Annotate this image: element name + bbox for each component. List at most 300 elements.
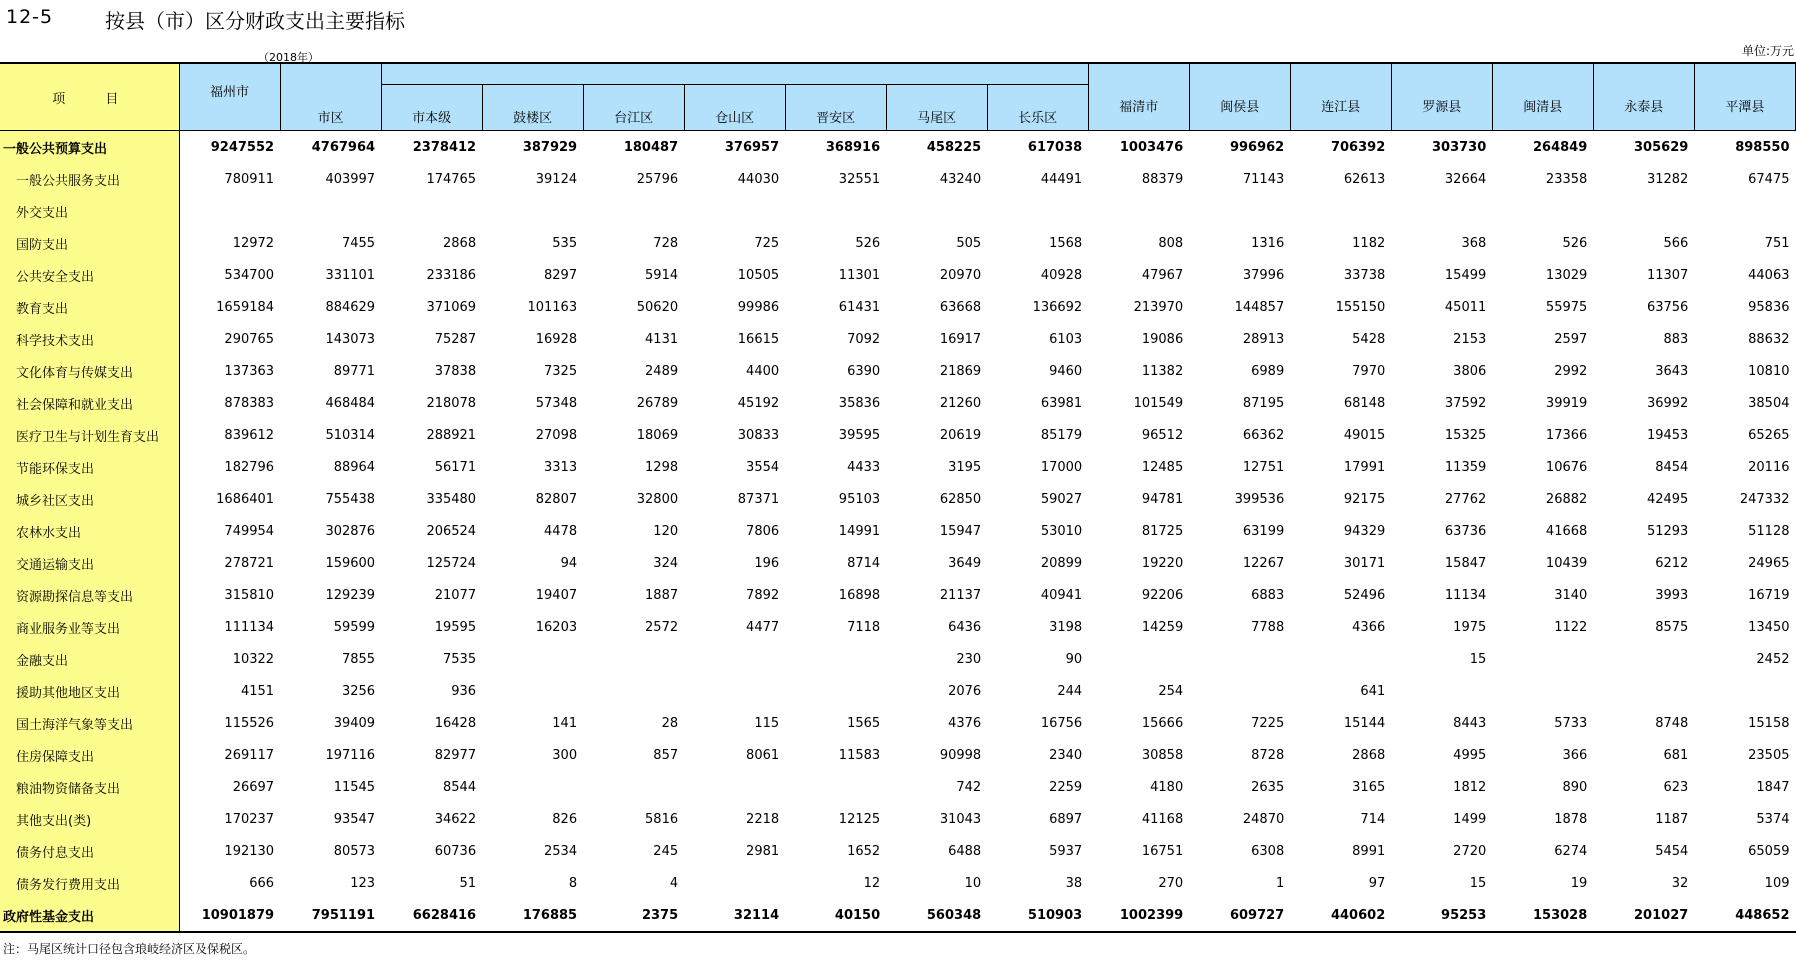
table-cell: 14259 bbox=[1141, 619, 1184, 635]
table-cell: 1565 bbox=[847, 715, 881, 731]
table-cell: 8714 bbox=[847, 555, 881, 571]
table-cell: 153028 bbox=[1492, 899, 1593, 932]
table-cell: 10 bbox=[964, 875, 982, 891]
table-cell: 88379 bbox=[1141, 171, 1184, 187]
table-cell: 218078 bbox=[426, 395, 477, 411]
table-cell: 780911 bbox=[224, 171, 275, 187]
table-cell: 40150 bbox=[785, 899, 886, 932]
table-cell: 468484 bbox=[325, 395, 376, 411]
table-cell: 2868 bbox=[1352, 747, 1386, 763]
table-cell bbox=[482, 771, 583, 803]
table-cell: 197116 bbox=[325, 747, 376, 763]
table-cell: 23505 bbox=[1748, 747, 1790, 763]
table-cell: 25796 bbox=[636, 171, 679, 187]
table-cell: 725 bbox=[754, 235, 780, 251]
table-cell bbox=[1492, 195, 1593, 227]
table-row bbox=[0, 483, 1796, 515]
table-cell: 324 bbox=[653, 555, 679, 571]
table-row bbox=[0, 355, 1796, 387]
table-cell: 1847 bbox=[1756, 779, 1790, 795]
table-cell: 11583 bbox=[838, 747, 881, 763]
table-cell: 7455 bbox=[341, 235, 376, 251]
table-cell: 278721 bbox=[224, 555, 275, 571]
table-cell: 8443 bbox=[1453, 715, 1487, 731]
table-cell: 403997 bbox=[325, 171, 376, 187]
table-cell: 1812 bbox=[1453, 779, 1487, 795]
table-cell: 32664 bbox=[1444, 171, 1487, 187]
table-cell: 39919 bbox=[1545, 395, 1588, 411]
table-cell: 2720 bbox=[1453, 843, 1487, 859]
table-cell: 2572 bbox=[645, 619, 679, 635]
table-cell: 62850 bbox=[939, 491, 982, 507]
table-cell: 6989 bbox=[1251, 363, 1285, 379]
table-cell bbox=[1694, 195, 1795, 227]
table-cell: 534700 bbox=[224, 267, 275, 283]
table-cell: 141 bbox=[552, 715, 578, 731]
table-cell bbox=[1290, 643, 1391, 675]
table-cell: 7806 bbox=[746, 523, 780, 539]
table-cell bbox=[785, 771, 886, 803]
row-label: 粮油物资储备支出 bbox=[0, 771, 179, 803]
table-cell: 331101 bbox=[325, 267, 376, 283]
row-label: 医疗卫生与计划生育支出 bbox=[0, 419, 179, 451]
table-cell: 40941 bbox=[1040, 587, 1083, 603]
table-cell: 32114 bbox=[684, 899, 785, 932]
table-cell: 15158 bbox=[1748, 715, 1790, 731]
table-cell: 80573 bbox=[333, 843, 376, 859]
table-cell: 641 bbox=[1360, 683, 1386, 699]
table-cell: 305629 bbox=[1634, 139, 1689, 155]
table-cell: 6488 bbox=[948, 843, 982, 859]
table-cell: 3649 bbox=[948, 555, 982, 571]
table-cell: 510903 bbox=[987, 899, 1088, 932]
table-cell bbox=[482, 675, 583, 707]
table-cell bbox=[785, 195, 886, 227]
table-cell: 137363 bbox=[224, 363, 275, 379]
table-cell: 93547 bbox=[333, 811, 376, 827]
table-cell bbox=[381, 195, 482, 227]
table-cell bbox=[987, 195, 1088, 227]
table-cell: 16917 bbox=[939, 331, 982, 347]
table-cell: 7118 bbox=[847, 619, 881, 635]
table-cell: 27098 bbox=[535, 427, 578, 443]
table-cell: 233186 bbox=[426, 267, 477, 283]
table-cell: 63736 bbox=[1444, 523, 1487, 539]
table-cell: 10439 bbox=[1545, 555, 1588, 571]
table-cell: 4131 bbox=[645, 331, 679, 347]
table-cell: 2992 bbox=[1554, 363, 1588, 379]
table-cell bbox=[1391, 195, 1492, 227]
table-cell: 996962 bbox=[1229, 139, 1285, 155]
table-cell: 15666 bbox=[1141, 715, 1184, 731]
header-district: 台江区 bbox=[583, 85, 684, 131]
table-cell: 95836 bbox=[1748, 299, 1790, 315]
table-cell: 1568 bbox=[1049, 235, 1083, 251]
row-label: 债务付息支出 bbox=[0, 835, 179, 867]
table-cell: 144857 bbox=[1234, 299, 1285, 315]
table-cell: 71143 bbox=[1242, 171, 1285, 187]
table-cell: 6308 bbox=[1251, 843, 1285, 859]
table-cell: 1003476 bbox=[1119, 139, 1184, 155]
table-cell: 13029 bbox=[1545, 267, 1588, 283]
table-cell: 2259 bbox=[1049, 779, 1083, 795]
table-cell: 170237 bbox=[224, 811, 275, 827]
table-cell: 24870 bbox=[1242, 811, 1285, 827]
table-cell: 3165 bbox=[1352, 779, 1386, 795]
table-cell: 826 bbox=[552, 811, 578, 827]
table-cell: 3313 bbox=[544, 459, 578, 475]
table-cell: 884629 bbox=[325, 299, 376, 315]
table-cell: 18069 bbox=[636, 427, 679, 443]
table-cell: 2218 bbox=[746, 811, 780, 827]
table-cell: 17000 bbox=[1040, 459, 1083, 475]
table-cell bbox=[583, 771, 684, 803]
table-cell: 5733 bbox=[1554, 715, 1588, 731]
table-cell: 7535 bbox=[443, 651, 477, 667]
header-county: 平潭县 bbox=[1694, 64, 1795, 131]
table-cell: 21869 bbox=[939, 363, 982, 379]
table-cell: 3195 bbox=[948, 459, 982, 475]
table-cell: 11382 bbox=[1141, 363, 1184, 379]
table-row bbox=[0, 259, 1796, 291]
table-cell: 47967 bbox=[1141, 267, 1184, 283]
table-cell: 21077 bbox=[434, 587, 477, 603]
table-cell: 15847 bbox=[1444, 555, 1487, 571]
header-district-group bbox=[381, 64, 1088, 85]
table-row bbox=[0, 739, 1796, 771]
table-cell bbox=[583, 675, 684, 707]
table-cell: 7951191 bbox=[280, 899, 381, 932]
row-label: 住房保障支出 bbox=[0, 739, 179, 771]
table-cell: 9460 bbox=[1049, 363, 1083, 379]
table-cell: 49015 bbox=[1343, 427, 1386, 443]
table-cell: 8297 bbox=[544, 267, 578, 283]
table-cell: 706392 bbox=[1330, 139, 1386, 155]
table-cell: 535 bbox=[552, 235, 578, 251]
table-cell: 39409 bbox=[333, 715, 376, 731]
table-cell: 12972 bbox=[232, 235, 275, 251]
table-cell bbox=[1593, 675, 1694, 707]
table-cell: 41668 bbox=[1545, 523, 1588, 539]
table-cell: 8575 bbox=[1655, 619, 1689, 635]
table-cell: 16719 bbox=[1748, 587, 1790, 603]
table-cell bbox=[583, 195, 684, 227]
table-cell: 5374 bbox=[1756, 811, 1790, 827]
table-cell: 41168 bbox=[1141, 811, 1184, 827]
table-row bbox=[0, 163, 1796, 195]
table-cell: 526 bbox=[1562, 235, 1588, 251]
table-cell: 37996 bbox=[1242, 267, 1285, 283]
header-district: 马尾区 bbox=[886, 85, 987, 131]
table-cell: 111134 bbox=[224, 619, 275, 635]
table-cell: 1878 bbox=[1554, 811, 1588, 827]
table-cell: 30858 bbox=[1141, 747, 1184, 763]
table-cell: 7970 bbox=[1352, 363, 1386, 379]
row-label: 一般公共预算支出 bbox=[0, 131, 179, 164]
table-cell: 56171 bbox=[434, 459, 477, 475]
table-cell: 749954 bbox=[224, 523, 275, 539]
table-cell: 12267 bbox=[1242, 555, 1285, 571]
table-row bbox=[0, 643, 1796, 675]
table-cell bbox=[1593, 643, 1694, 675]
table-cell: 19 bbox=[1570, 875, 1588, 891]
table-cell: 59599 bbox=[333, 619, 376, 635]
row-label: 教育支出 bbox=[0, 291, 179, 323]
table-cell: 448652 bbox=[1694, 899, 1795, 932]
table-cell: 5937 bbox=[1049, 843, 1083, 859]
table-cell: 30171 bbox=[1343, 555, 1386, 571]
table-cell: 8728 bbox=[1251, 747, 1285, 763]
table-cell bbox=[684, 643, 785, 675]
table-cell: 32 bbox=[1671, 875, 1689, 891]
table-cell: 11301 bbox=[838, 267, 881, 283]
table-cell: 63668 bbox=[939, 299, 982, 315]
table-cell: 2635 bbox=[1251, 779, 1285, 795]
table-cell: 2153 bbox=[1453, 331, 1487, 347]
table-cell: 82807 bbox=[535, 491, 578, 507]
table-row bbox=[0, 611, 1796, 643]
row-label: 社会保障和就业支出 bbox=[0, 387, 179, 419]
table-cell: 4477 bbox=[746, 619, 780, 635]
table-cell: 96512 bbox=[1141, 427, 1184, 443]
table-row bbox=[0, 131, 1796, 164]
table-cell: 35836 bbox=[838, 395, 881, 411]
table-cell: 37592 bbox=[1444, 395, 1487, 411]
table-cell: 89771 bbox=[333, 363, 376, 379]
row-label: 资源勘探信息等支出 bbox=[0, 579, 179, 611]
table-cell: 21260 bbox=[939, 395, 982, 411]
table-cell: 4400 bbox=[746, 363, 780, 379]
table-cell: 32800 bbox=[636, 491, 679, 507]
table-cell: 2375 bbox=[583, 899, 684, 932]
table-cell: 1187 bbox=[1655, 811, 1689, 827]
table-cell: 159600 bbox=[325, 555, 376, 571]
row-label: 公共安全支出 bbox=[0, 259, 179, 291]
table-cell: 16928 bbox=[535, 331, 578, 347]
table-cell: 4366 bbox=[1352, 619, 1386, 635]
table-cell: 1182 bbox=[1352, 235, 1386, 251]
table-cell: 12751 bbox=[1242, 459, 1285, 475]
row-label: 其他支出(类) bbox=[0, 803, 179, 835]
table-cell: 44491 bbox=[1040, 171, 1083, 187]
table-cell: 15325 bbox=[1444, 427, 1487, 443]
table-cell: 32551 bbox=[838, 171, 881, 187]
table-cell: 681 bbox=[1663, 747, 1689, 763]
table-cell: 6274 bbox=[1554, 843, 1588, 859]
table-cell: 88964 bbox=[333, 459, 376, 475]
table-cell bbox=[1694, 675, 1795, 707]
table-cell bbox=[886, 195, 987, 227]
header-county: 福清市 bbox=[1088, 64, 1189, 131]
table-cell: 42495 bbox=[1646, 491, 1689, 507]
table-cell: 808 bbox=[1158, 235, 1184, 251]
header-county: 永泰县 bbox=[1593, 64, 1694, 131]
table-cell: 4995 bbox=[1453, 747, 1487, 763]
table-cell: 16898 bbox=[838, 587, 881, 603]
table-cell: 19086 bbox=[1141, 331, 1184, 347]
header-county: 闽清县 bbox=[1492, 64, 1593, 131]
table-cell: 87371 bbox=[737, 491, 780, 507]
table-cell: 94781 bbox=[1141, 491, 1184, 507]
table-cell: 17991 bbox=[1343, 459, 1386, 475]
table-cell: 12 bbox=[863, 875, 881, 891]
table-cell: 120 bbox=[653, 523, 679, 539]
header-district: 仓山区 bbox=[684, 85, 785, 131]
row-label: 城乡社区支出 bbox=[0, 483, 179, 515]
table-cell: 50620 bbox=[636, 299, 679, 315]
table-cell: 8544 bbox=[443, 779, 477, 795]
table-cell: 288921 bbox=[426, 427, 477, 443]
header-county: 罗源县 bbox=[1391, 64, 1492, 131]
header-item: 项 目 bbox=[0, 64, 179, 131]
table-cell: 3198 bbox=[1049, 619, 1083, 635]
table-cell: 5914 bbox=[645, 267, 679, 283]
table-cell: 15144 bbox=[1343, 715, 1386, 731]
table-cell: 94329 bbox=[1343, 523, 1386, 539]
table-cell: 1 bbox=[1275, 875, 1285, 891]
table-cell bbox=[684, 867, 785, 899]
table-cell: 1887 bbox=[645, 587, 679, 603]
table-cell: 269117 bbox=[224, 747, 275, 763]
table-cell: 20899 bbox=[1040, 555, 1083, 571]
table-cell: 10810 bbox=[1748, 363, 1790, 379]
table-cell bbox=[179, 195, 280, 227]
table-cell: 290765 bbox=[224, 331, 275, 347]
table-cell bbox=[684, 195, 785, 227]
table-cell: 19595 bbox=[434, 619, 477, 635]
table-cell: 6103 bbox=[1049, 331, 1083, 347]
table-cell: 302876 bbox=[325, 523, 376, 539]
table-cell: 300 bbox=[552, 747, 578, 763]
table-cell: 38504 bbox=[1748, 395, 1790, 411]
row-label: 文化体育与传媒支出 bbox=[0, 355, 179, 387]
table-cell: 68148 bbox=[1343, 395, 1386, 411]
table-cell: 66362 bbox=[1242, 427, 1285, 443]
table-cell: 24965 bbox=[1748, 555, 1790, 571]
table-cell: 67475 bbox=[1748, 171, 1790, 187]
table-cell: 63981 bbox=[1040, 395, 1083, 411]
unit-label: 单位:万元 bbox=[1741, 44, 1794, 58]
table-cell: 95103 bbox=[838, 491, 881, 507]
table-cell: 7788 bbox=[1251, 619, 1285, 635]
table-cell: 2076 bbox=[948, 683, 982, 699]
table-cell: 37838 bbox=[434, 363, 477, 379]
table-cell: 65059 bbox=[1748, 843, 1790, 859]
table-cell bbox=[785, 643, 886, 675]
table-cell: 11307 bbox=[1646, 267, 1689, 283]
table-cell bbox=[1088, 195, 1189, 227]
table-cell: 2452 bbox=[1756, 651, 1790, 667]
table-cell: 13450 bbox=[1748, 619, 1790, 635]
table-cell: 4151 bbox=[240, 683, 275, 699]
table-cell: 59027 bbox=[1040, 491, 1083, 507]
table-cell: 30833 bbox=[737, 427, 780, 443]
table-cell bbox=[1290, 195, 1391, 227]
table-cell: 6436 bbox=[948, 619, 982, 635]
table-cell bbox=[1492, 643, 1593, 675]
table-cell: 39124 bbox=[535, 171, 578, 187]
table-row bbox=[0, 675, 1796, 707]
table-row bbox=[0, 291, 1796, 323]
table-cell: 1316 bbox=[1251, 235, 1285, 251]
table-cell: 101549 bbox=[1133, 395, 1184, 411]
table-cell: 62613 bbox=[1343, 171, 1386, 187]
table-cell: 247332 bbox=[1739, 491, 1790, 507]
table-cell: 2868 bbox=[443, 235, 477, 251]
table-cell: 728 bbox=[653, 235, 679, 251]
table-cell: 23358 bbox=[1545, 171, 1588, 187]
table-row bbox=[0, 387, 1796, 419]
year-label: （2018年） bbox=[258, 51, 319, 64]
table-cell: 129239 bbox=[325, 587, 376, 603]
table-cell: 6212 bbox=[1655, 555, 1689, 571]
table-cell: 75287 bbox=[434, 331, 477, 347]
table-cell: 34622 bbox=[434, 811, 477, 827]
table-cell bbox=[684, 675, 785, 707]
table-cell: 92206 bbox=[1141, 587, 1184, 603]
table-cell: 270 bbox=[1158, 875, 1184, 891]
table-cell: 51 bbox=[459, 875, 477, 891]
table-cell: 2340 bbox=[1049, 747, 1083, 763]
table-cell: 1686401 bbox=[216, 491, 275, 507]
table-cell: 51293 bbox=[1646, 523, 1689, 539]
table-cell: 839612 bbox=[224, 427, 275, 443]
table-cell: 4767964 bbox=[311, 139, 376, 155]
table-cell: 176885 bbox=[482, 899, 583, 932]
table-cell bbox=[1189, 643, 1290, 675]
table-cell: 387929 bbox=[522, 139, 578, 155]
table-cell: 20970 bbox=[939, 267, 982, 283]
table-cell: 1652 bbox=[847, 843, 881, 859]
footnote: 注：马尾区统计口径包含琅岐经济区及保税区。 bbox=[3, 942, 256, 956]
table-cell bbox=[684, 771, 785, 803]
table-cell: 180487 bbox=[623, 139, 679, 155]
table-cell: 28913 bbox=[1242, 331, 1285, 347]
table-cell: 85179 bbox=[1040, 427, 1083, 443]
table-cell: 115 bbox=[754, 715, 780, 731]
table-cell bbox=[1492, 675, 1593, 707]
table-cell: 12125 bbox=[838, 811, 881, 827]
table-cell: 12485 bbox=[1141, 459, 1184, 475]
header-district: 长乐区 bbox=[987, 85, 1088, 131]
table-cell: 878383 bbox=[224, 395, 275, 411]
table-cell: 143073 bbox=[325, 331, 376, 347]
row-label: 一般公共服务支出 bbox=[0, 163, 179, 195]
table-cell: 4376 bbox=[948, 715, 982, 731]
table-cell: 99986 bbox=[737, 299, 780, 315]
table-cell: 11359 bbox=[1444, 459, 1487, 475]
table-cell: 890 bbox=[1562, 779, 1588, 795]
table-cell bbox=[1189, 675, 1290, 707]
table-row bbox=[0, 419, 1796, 451]
table-cell: 742 bbox=[956, 779, 982, 795]
table-row bbox=[0, 771, 1796, 803]
table-row bbox=[0, 899, 1796, 932]
table-cell: 666 bbox=[249, 875, 275, 891]
table-cell: 8748 bbox=[1655, 715, 1689, 731]
table-cell: 61431 bbox=[838, 299, 881, 315]
table-cell: 87195 bbox=[1242, 395, 1285, 411]
table-cell: 26882 bbox=[1545, 491, 1588, 507]
table-cell: 19453 bbox=[1646, 427, 1689, 443]
table-cell: 617038 bbox=[1027, 139, 1083, 155]
table-cell: 936 bbox=[451, 683, 477, 699]
table-cell: 2534 bbox=[544, 843, 578, 859]
table-cell: 10505 bbox=[737, 267, 780, 283]
table-cell: 8061 bbox=[746, 747, 780, 763]
table-cell: 174765 bbox=[426, 171, 477, 187]
table-cell: 714 bbox=[1360, 811, 1386, 827]
